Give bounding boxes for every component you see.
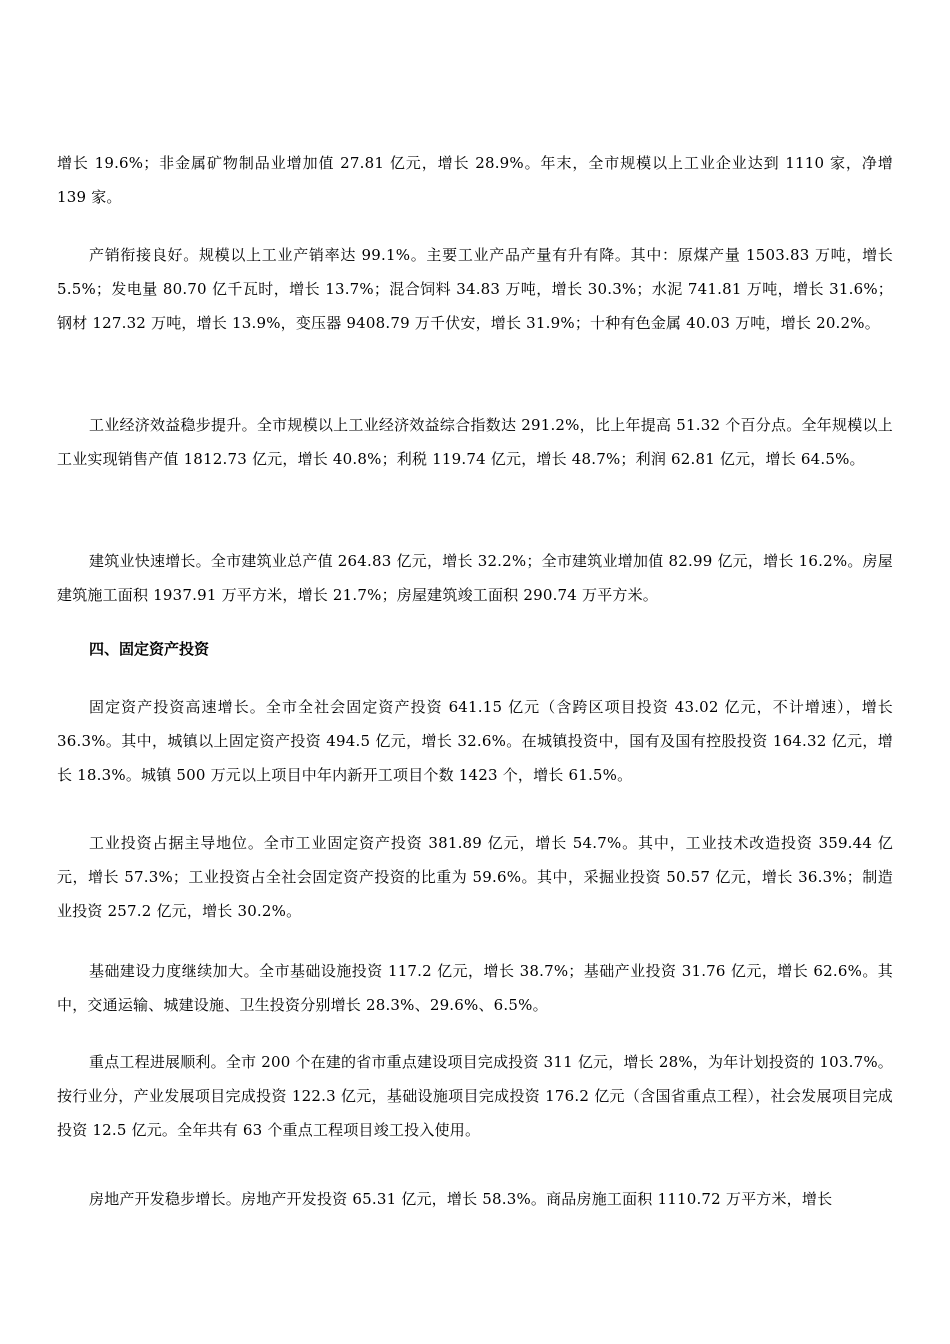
paragraph-construction: 建筑业快速增长。全市建筑业总产值 264.83 亿元，增长 32.2%；全市建筑业增加值 82.99 亿元，增长 16.2%。房屋建筑施工面积 1937.91 万平方米，增长 21.7%；房屋建筑竣工面积 290.74 万平方米。 — [57, 552, 893, 604]
paragraph-real-estate: 房地产开发稳步增长。房地产开发投资 65.31 亿元，增长 58.3%。商品房施工面积 1110.72 万平方米，增长 — [89, 1190, 833, 1208]
section-heading-fixed-asset-investment: 四、固定资产投资 — [89, 640, 210, 658]
paragraph-infrastructure: 基础建设力度继续加大。全市基础设施投资 117.2 亿元，增长 38.7%；基础产业投资 31.76 亿元，增长 62.6%。其中，交通运输、城建设施、卫生投资分别增长 28.3%、29.6%、6.5%。 — [57, 962, 893, 1014]
paragraph-production-sales: 产销衔接良好。规模以上工业产销率达 99.1%。主要工业产品产量有升有降。其中：原煤产量 1503.83 万吨，增长 5.5%；发电量 80.70 亿千瓦时，增长 13.7%；混合饲料 34.83 万吨，增长 30.3%；水泥 741.81 万吨，增长 31.6%；钢材 127.32 万吨，增长 13.9%，变压器 9408.79 万千伏安，增长 31.9%；十种有色金属 40.03 万吨，增长 20.2%。 — [57, 246, 893, 332]
paragraph-key-projects: 重点工程进展顺利。全市 200 个在建的省市重点建设项目完成投资 311 亿元，增长 28%，为年计划投资的 103.7%。按行业分，产业发展项目完成投资 122.3 亿元，基础设施项目完成投资 176.2 亿元（含国省重点工程），社会发展项目完成投资 12.5 亿元。全年共有 63 个重点工程项目竣工投入使用。 — [57, 1053, 893, 1139]
paragraph-fixed-asset-investment: 固定资产投资高速增长。全市全社会固定资产投资 641.15 亿元（含跨区项目投资 43.02 亿元，不计增速），增长 36.3%。其中，城镇以上固定资产投资 494.5 亿元，增长 32.6%。在城镇投资中，国有及国有控股投资 164.32 亿元，增长 18.3%。城镇 500 万元以上项目中年内新开工项目个数 1423 个，增长 61.5%。 — [57, 698, 893, 784]
paragraph-industrial-efficiency: 工业经济效益稳步提升。全市规模以上工业经济效益综合指数达 291.2%，比上年提高 51.32 个百分点。全年规模以上工业实现销售产值 1812.73 亿元，增长 40.8%；利税 119.74 亿元，增长 48.7%；利润 62.81 亿元，增长 64.5%。 — [57, 416, 893, 468]
paragraph-industrial-investment: 工业投资占据主导地位。全市工业固定资产投资 381.89 亿元，增长 54.7%。其中，工业技术改造投资 359.44 亿元，增长 57.3%；工业投资占全社会固定资产投资的比重为 59.6%。其中，采掘业投资 50.57 亿元，增长 36.3%；制造业投资 257.2 亿元，增长 30.2%。 — [57, 834, 893, 920]
paragraph-industry-growth-continued: 增长 19.6%；非金属矿物制品业增加值 27.81 亿元，增长 28.9%。年末，全市规模以上工业企业达到 1110 家，净增 139 家。 — [57, 154, 893, 206]
